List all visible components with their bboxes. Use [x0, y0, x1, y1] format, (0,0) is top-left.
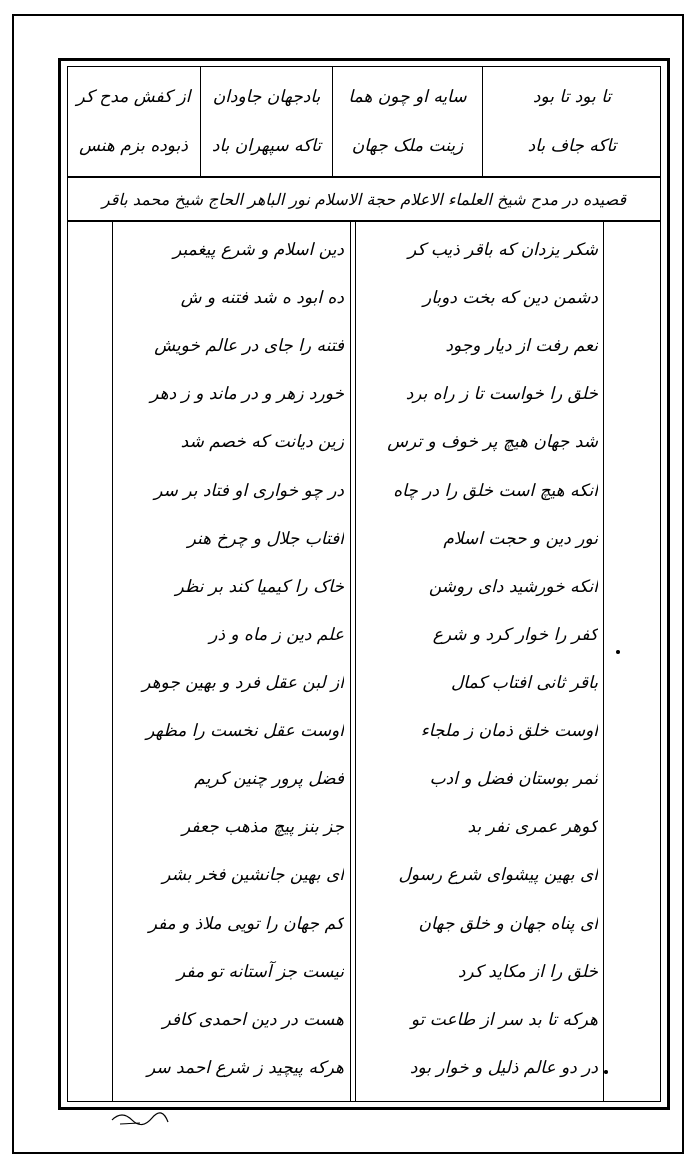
verse-line-left: خاک را کیمیا کند بر نظر: [175, 576, 344, 597]
header-cell-1-line-1: از کفش مدح کر: [76, 86, 191, 107]
verse-line-left: جز بنز پیچ مذهب جعفر: [182, 817, 344, 838]
verse-line-right: ای بهین پیشوای شرع رسول: [398, 865, 598, 886]
scribble-mark: [110, 1108, 170, 1128]
verse-line-right: در دو عالم ذلیل و خوار بود: [409, 1057, 598, 1078]
verse-line-right: باقر ثانی افتاب کمال: [450, 672, 598, 693]
header-cell-1-line-2: ذبوده بزم هنس: [79, 135, 188, 156]
verse-line-right: شد جهان هیچ پر خوف و ترس: [387, 432, 598, 453]
header-cell-3: [333, 66, 483, 176]
verse-line-right: نعم رفت از دیار وجود: [445, 336, 598, 357]
verse-line-right: انکه خورشید دای روشن: [428, 576, 598, 597]
header-grid: [67, 66, 661, 178]
header-cell-4: [483, 66, 661, 176]
header-cell-2: [201, 66, 333, 176]
header-cell-4-line-1: تا بود تا بود: [532, 86, 612, 107]
verse-line-left: افتاب جلال و چرخ هنر: [187, 528, 344, 549]
verse-line-right: نور دین و حجت اسلام: [443, 528, 598, 549]
column-rule-right: [603, 222, 604, 1102]
verse-line-right: خلق را از مکاید کرد: [457, 961, 598, 982]
column-rule-left: [112, 222, 113, 1102]
verse-line-left: از لبن عقل فرد و بهین جوهر: [142, 672, 344, 693]
verse-line-right: ای پناه جهان و خلق جهان: [418, 913, 598, 934]
verse-line-left: فضل پرور چنین کریم: [194, 769, 344, 790]
verse-line-right: خلق را خواست تا ز راه برد: [405, 384, 598, 405]
verse-line-right: انکه هیچ است خلق را در چاه: [393, 480, 598, 501]
verse-line-right: کفر را خوار کرد و شرع: [432, 624, 598, 645]
verse-line-left: زین دیانت که خصم شد: [180, 432, 344, 453]
verse-line-left: نیست جز آستانه تو مفر: [177, 961, 344, 982]
verse-line-left: خورد زهر و در ماند و ز دهر: [150, 384, 344, 405]
verse-line-left: ده ابود ه شد فتنه و ش: [180, 288, 344, 309]
left-verse-column: [116, 224, 344, 1096]
verse-line-left: ای بهین جانشین فخر بشر: [162, 865, 344, 886]
verse-line-right: کوهر عمری نفر بد: [467, 817, 598, 838]
verse-line-right: اوست خلق ذمان ز ملجاء: [420, 721, 598, 742]
header-cell-4-line-2: تاکه جاف باد: [527, 135, 617, 156]
ink-dot: [616, 650, 620, 654]
verse-line-left: هست در دین احمدی کافر: [162, 1009, 344, 1030]
verse-line-left: کم جهان را تویی ملاذ و مفر: [148, 913, 344, 934]
verse-line-right: هرکه تا بد سر از طاعت تو: [410, 1009, 598, 1030]
verse-line-left: هرکه پیچید ز شرع احمد سر: [146, 1057, 344, 1078]
verse-line-left: دین اسلام و شرع پیغمبر: [173, 240, 344, 260]
header-cell-2-line-2: تاکه سپهران باد: [211, 135, 322, 156]
verse-line-right: دشمن دین که بخت دوبار: [423, 288, 598, 309]
verse-line-right: شکر یزدان که باقر ذیب کر: [407, 240, 598, 260]
verse-line-left: اوست عقل نخست را مظهر: [146, 721, 344, 742]
title-band: [67, 178, 661, 222]
ink-dot: [604, 1070, 608, 1074]
header-cell-1: [67, 66, 201, 176]
verse-line-left: در چو خواری او فتاد بر سر: [154, 480, 344, 501]
column-rule-middle: [350, 222, 351, 1102]
poem-title: قصیده در مدح شیخ العلماء الاعلام حجة الاسلام نور الباهر الحاج شیخ محمد باقر: [101, 189, 627, 209]
header-cell-3-line-2: زینت ملک جهان: [351, 135, 464, 156]
verse-line-right: ثمر بوستان فضل و ادب: [429, 769, 598, 790]
right-verse-column: [358, 224, 598, 1096]
column-rule-middle-2: [355, 222, 356, 1102]
header-cell-2-line-1: بادجهان جاودان: [212, 86, 321, 107]
verse-line-left: علم دین ز ماه و ذر: [209, 624, 344, 645]
verse-line-left: فتنه را جای در عالم خویش: [154, 336, 344, 357]
header-cell-3-line-1: سایه او چون هما: [348, 86, 467, 107]
